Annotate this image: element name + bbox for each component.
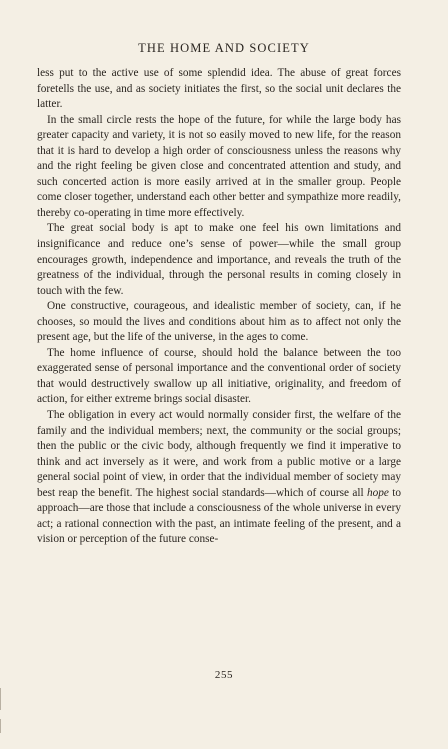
gutter-mark xyxy=(0,719,1,733)
page-number: 255 xyxy=(214,669,234,681)
gutter-mark xyxy=(0,688,1,710)
paragraph: The great social body is apt to make one feel his own limitations and insignificance and reduce one’s sense of power—while the small group encourages growth, independence and importance, and reveals the truth of the greatness of the individual, through the personal results in coming closely in touch with the few. xyxy=(37,222,401,297)
paragraph-text: The obligation in every act would normally consider first, the welfare of the family and the individual members; next, the community or the social groups; then the public or the civic body, although frequently we find it imperative to think and act inversely as it were, and work from a public motive or a large general social point of view, in order that the individual member of society may best reap the benefit. The highest social standards—which of course all xyxy=(37,409,401,499)
running-head: THE HOME AND SOCIETY xyxy=(138,41,310,55)
body-text xyxy=(37,66,401,548)
paragraph: One constructive, courageous, and idealistic member of society, can, if he chooses, so mould the lives and conditions about him as to affect not only the present age, but the life of the universe, in the ages to come. xyxy=(37,300,401,344)
emphasized-word: hope xyxy=(366,486,389,499)
paragraph: In the small circle rests the hope of the future, for while the large body has greater capacity and variety, it is not so easily moved to new life, for the reason that it is hard to develop a high order of consciousness unless the reasons why and the right feeling be given close and concentrated attention and study, and such concerted action is more easily arrived at in the smaller group. People come closer together, understand each other better and sympathize more readily, thereby co-operating in time more effectively. xyxy=(37,113,401,219)
paragraph-text: to approach—are those that include a consciousness of the whole universe in every act; a rational connection with the past, an intimate feeling of the present, and a vision or perception of the future conse- xyxy=(37,486,401,546)
paragraph xyxy=(37,408,401,548)
paragraph: The home influence of course, should hold the balance between the too exaggerated sense of personal importance and the conventional order of society that would destructively swallow up all initiative, originality, and freedom of action, for either extreme brings social disaster. xyxy=(37,346,401,406)
paragraph: less put to the active use of some splendid idea. The abuse of great forces foretells the use, and as society initiates the first, so the social unit declares the latter. xyxy=(37,67,401,111)
